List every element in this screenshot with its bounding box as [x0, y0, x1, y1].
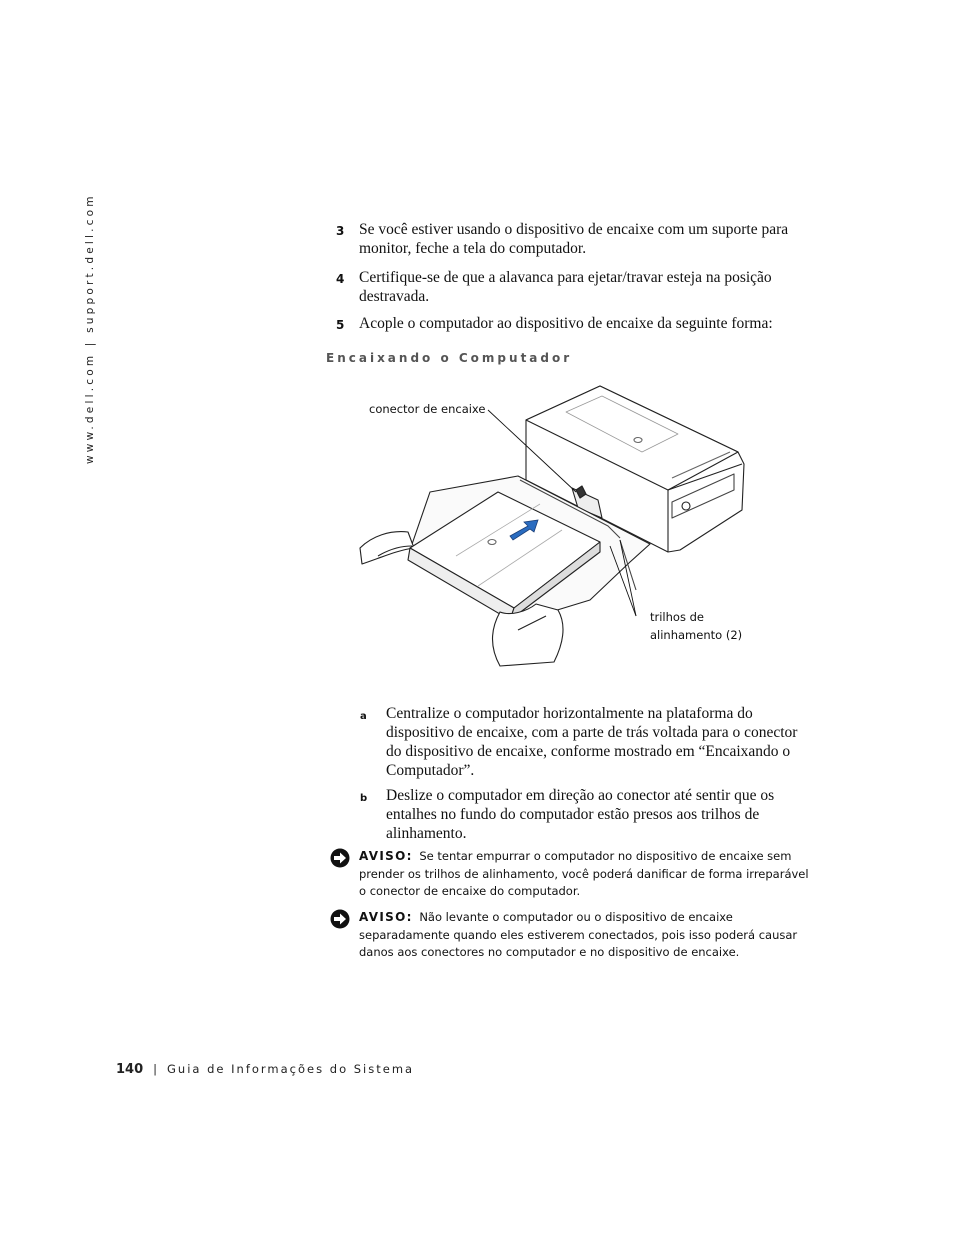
footer-title: Guia de Informações do Sistema: [167, 1062, 415, 1076]
step-text: Certifique-se de que a alavanca para ejetar/travar esteja na posição destravada.: [359, 269, 772, 305]
notice-1: [330, 848, 816, 901]
notice-body: [359, 848, 816, 901]
substep-a: [360, 704, 816, 780]
step-5: [336, 314, 816, 333]
docking-figure: [350, 380, 770, 670]
notice-label: AVISO:: [359, 849, 413, 863]
figure-title: Encaixando o Computador: [326, 351, 573, 365]
substep-text: Centralize o computador horizontalmente na plataforma do dispositivo de encaixe, com a parte de trás voltada para o conector do dispositivo de encaixe, conforme mostrado em “Encaixando o Computador”.: [386, 705, 798, 779]
notice-label: AVISO:: [359, 910, 413, 924]
page-footer: [116, 1062, 414, 1077]
sidebar-url: www.dell.com | support.dell.com: [84, 193, 96, 464]
footer-separator: |: [153, 1062, 158, 1076]
notice-text: Não levante o computador ou o dispositivo de encaixe separadamente quando eles estiverem conectados, pois isso poderá causar danos aos conectores no computador e no dispositivo de encaixe.: [359, 910, 798, 959]
callout-alignment-rails-line2: alinhamento (2): [650, 628, 743, 642]
step-4: [336, 268, 816, 306]
notice-arrow-icon: [330, 909, 350, 929]
step-number: 5: [336, 318, 345, 332]
step-3: [336, 220, 816, 258]
notice-arrow-icon: [330, 848, 350, 868]
notice-body: [359, 909, 816, 962]
substep-b: [360, 786, 816, 843]
substep-letter: b: [360, 793, 368, 804]
callout-alignment-rails-line1: trilhos de: [650, 610, 704, 624]
callout-docking-connector: conector de encaixe: [369, 402, 486, 416]
substep-text: Deslize o computador em direção ao conector até sentir que os entalhes no fundo do computador estão presos aos trilhos de alinhamento.: [386, 787, 775, 842]
step-text: Se você estiver usando o dispositivo de encaixe com um suporte para monitor, feche a tela do computador.: [359, 221, 789, 257]
step-number: 4: [336, 272, 345, 286]
notice-text: Se tentar empurrar o computador no dispositivo de encaixe sem prender os trilhos de alinhamento, você poderá danificar de forma irreparável o conector de encaixe do computador.: [359, 849, 809, 898]
substep-letter: a: [360, 711, 367, 722]
step-number: 3: [336, 224, 345, 238]
notice-2: [330, 909, 816, 962]
page-number: 140: [116, 1062, 144, 1077]
step-text: Acople o computador ao dispositivo de encaixe da seguinte forma:: [359, 315, 773, 332]
